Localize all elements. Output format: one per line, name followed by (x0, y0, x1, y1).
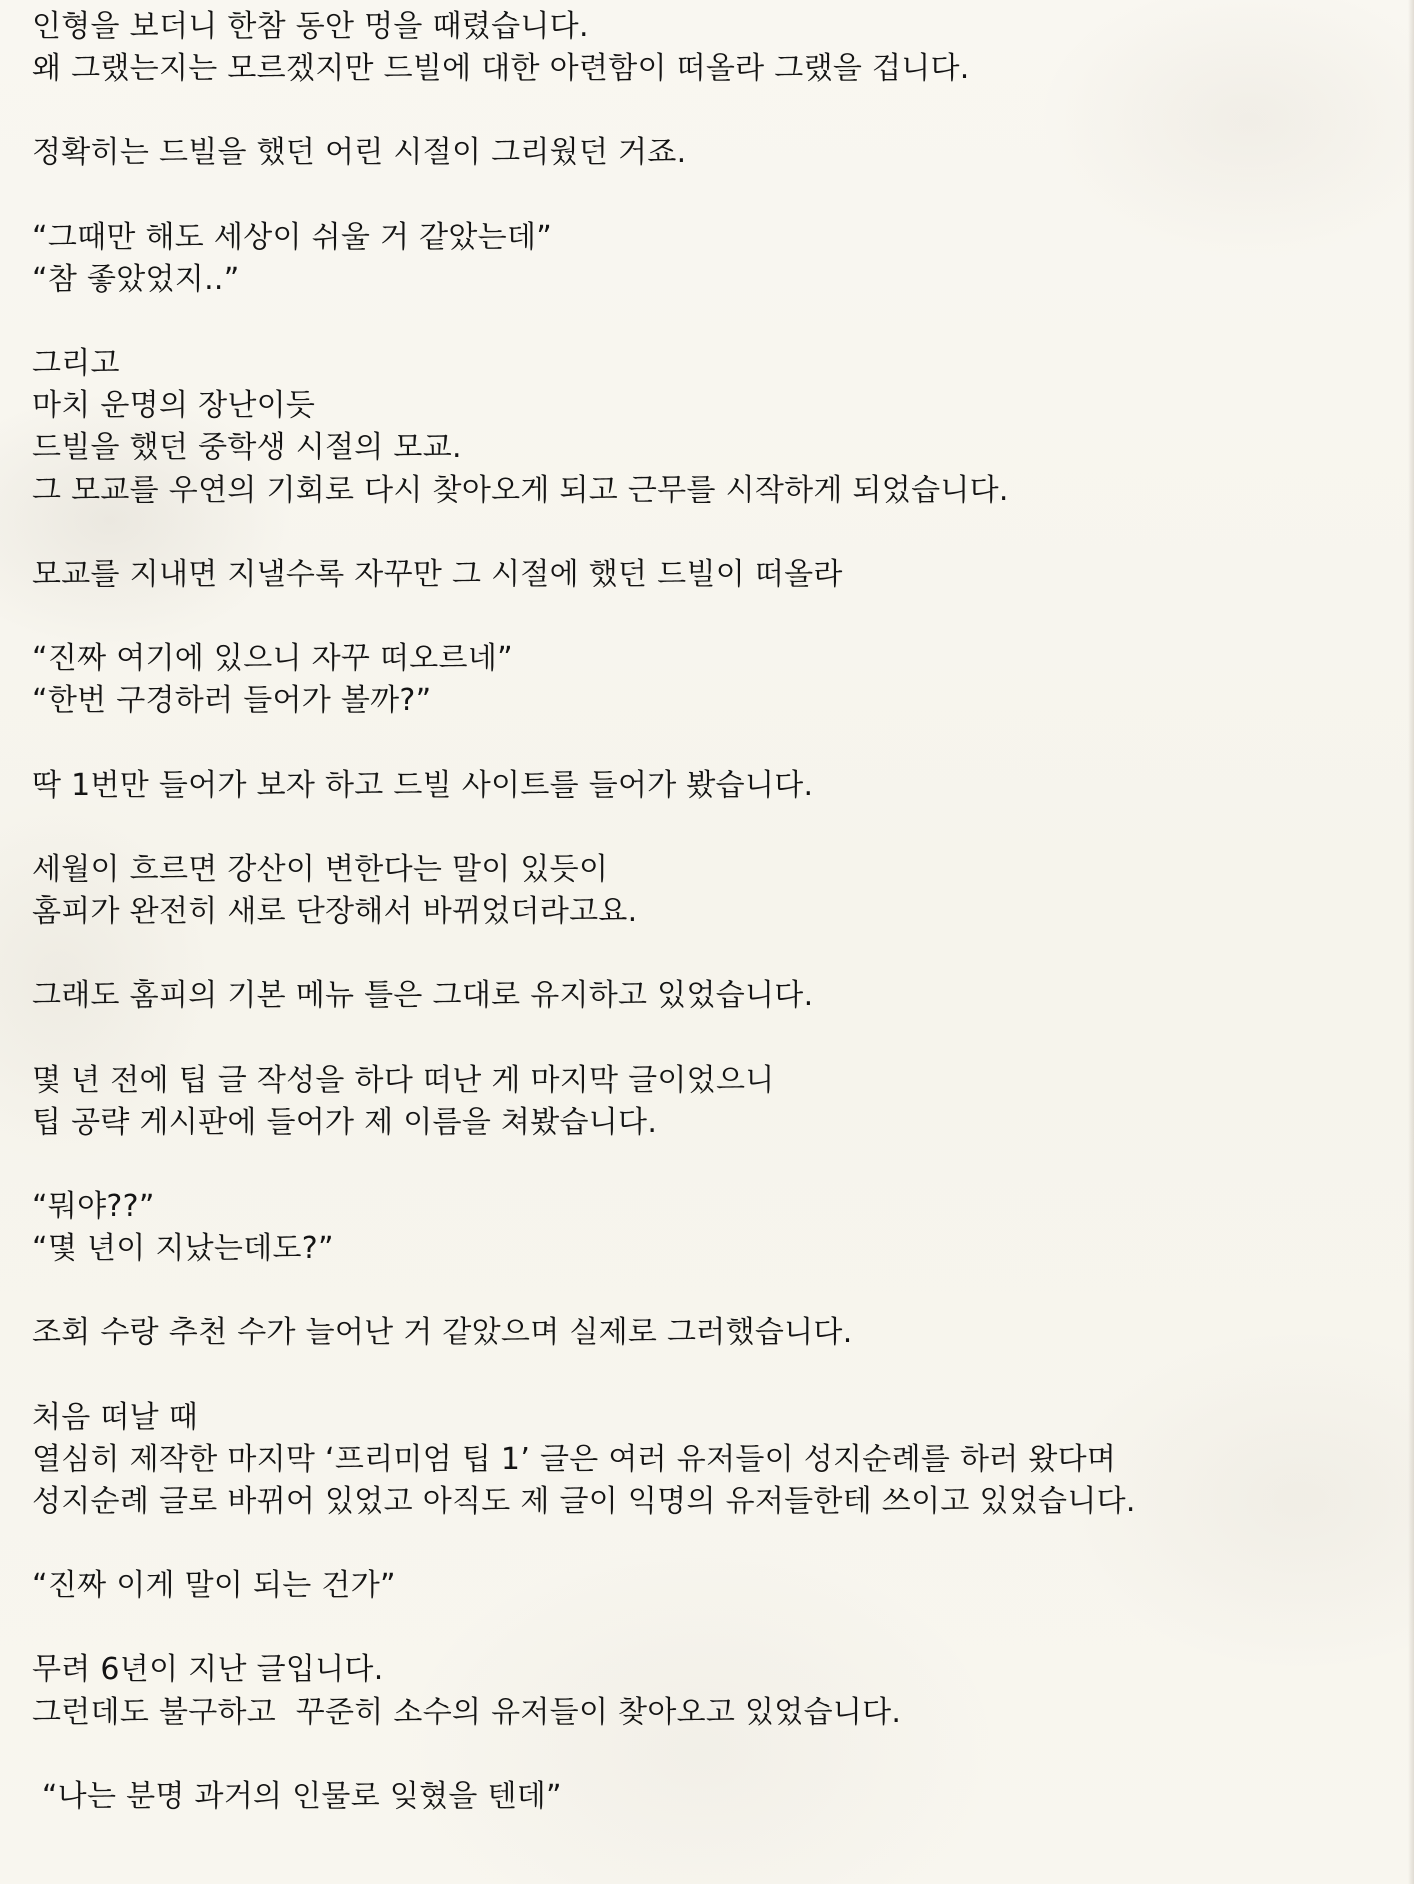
blank-line (32, 722, 1392, 764)
text-line: 무려 6년이 지난 글입니다. (32, 1652, 384, 1688)
text-line: 그래도 홈피의 기본 메뉴 틀은 그대로 유지하고 있었습니다. (32, 978, 814, 1014)
blank-line (32, 1017, 1392, 1059)
blank-line (32, 933, 1392, 975)
blank-line (32, 1607, 1392, 1649)
blank-line (32, 1734, 1392, 1776)
quote-line: “진짜 여기에 있으니 자꾸 떠오르네” (32, 641, 513, 677)
text-line: 왜 그랬는지는 모르겠지만 드빌에 대한 아련함이 떠올라 그랬을 겁니다. (32, 51, 970, 87)
blank-line (32, 1144, 1392, 1186)
paper-edge (1408, 0, 1414, 1884)
text-line: 드빌을 했던 중학생 시절의 모교. (32, 430, 462, 466)
blank-line (32, 807, 1392, 849)
blank-line (32, 596, 1392, 638)
text-line: 몇 년 전에 팁 글 작성을 하다 떠난 게 마지막 글이었으니 (32, 1062, 775, 1098)
blank-line (32, 90, 1392, 132)
quote-line: “몇 년이 지났는데도?” (32, 1231, 334, 1267)
blank-line (32, 301, 1392, 343)
text-line: 인형을 보더니 한참 동안 멍을 때렸습니다. (32, 9, 589, 44)
blank-line (32, 1523, 1392, 1565)
text-line: 그런데도 불구하고 꾸준히 소수의 유저들이 찾아오고 있었습니다. (32, 1694, 902, 1730)
text-line: 모교를 지내면 지낼수록 자꾸만 그 시절에 했던 드빌이 떠올라 (32, 556, 843, 592)
quote-line: “나는 분명 과거의 인물로 잊혔을 텐데” (32, 1778, 562, 1814)
text-line: 딱 1번만 들어가 보자 하고 드빌 사이트를 들어가 봤습니다. (32, 767, 814, 803)
quote-line: “뭐야??” (32, 1188, 155, 1224)
text-line: 조회 수랑 추천 수가 늘어난 거 같았으며 실제로 그러했습니다. (32, 1315, 853, 1351)
quote-line: “그때만 해도 세상이 쉬울 거 같았는데” (32, 219, 553, 255)
blank-line (32, 1355, 1392, 1397)
text-line: 마치 운명의 장난이듯 (32, 388, 316, 424)
text-line: 성지순례 글로 바뀌어 있었고 아직도 제 글이 익명의 유저들한테 쓰이고 있었습니다. (32, 1483, 1136, 1519)
quote-line: “진짜 이게 말이 되는 건가” (32, 1568, 396, 1604)
text-line: 정확히는 드빌을 했던 어린 시절이 그리웠던 거죠. (32, 135, 687, 171)
quote-line: “참 좋았었지..” (32, 261, 240, 297)
text-line: 팁 공략 게시판에 들어가 제 이름을 쳐봤습니다. (32, 1104, 658, 1140)
quote-line: “한번 구경하러 들어가 볼까?” (32, 683, 432, 719)
blank-line (32, 175, 1392, 217)
text-line: 세월이 흐르면 강산이 변한다는 말이 있듯이 (32, 851, 609, 887)
blank-line (32, 1270, 1392, 1312)
document-body (32, 6, 1392, 1818)
text-line: 홈피가 완전히 새로 단장해서 바뀌었더라고요. (32, 893, 638, 929)
text-line: 그리고 (32, 346, 120, 382)
text-line: 열심히 제작한 마지막 ‘프리미엄 팁 1’ 글은 여러 유저들이 성지순례를 하러 왔다며 (32, 1441, 1117, 1477)
text-line: 그 모교를 우연의 기회로 다시 찾아오게 되고 근무를 시작하게 되었습니다. (32, 472, 1009, 508)
text-line: 처음 떠날 때 (32, 1399, 199, 1435)
blank-line (32, 512, 1392, 554)
